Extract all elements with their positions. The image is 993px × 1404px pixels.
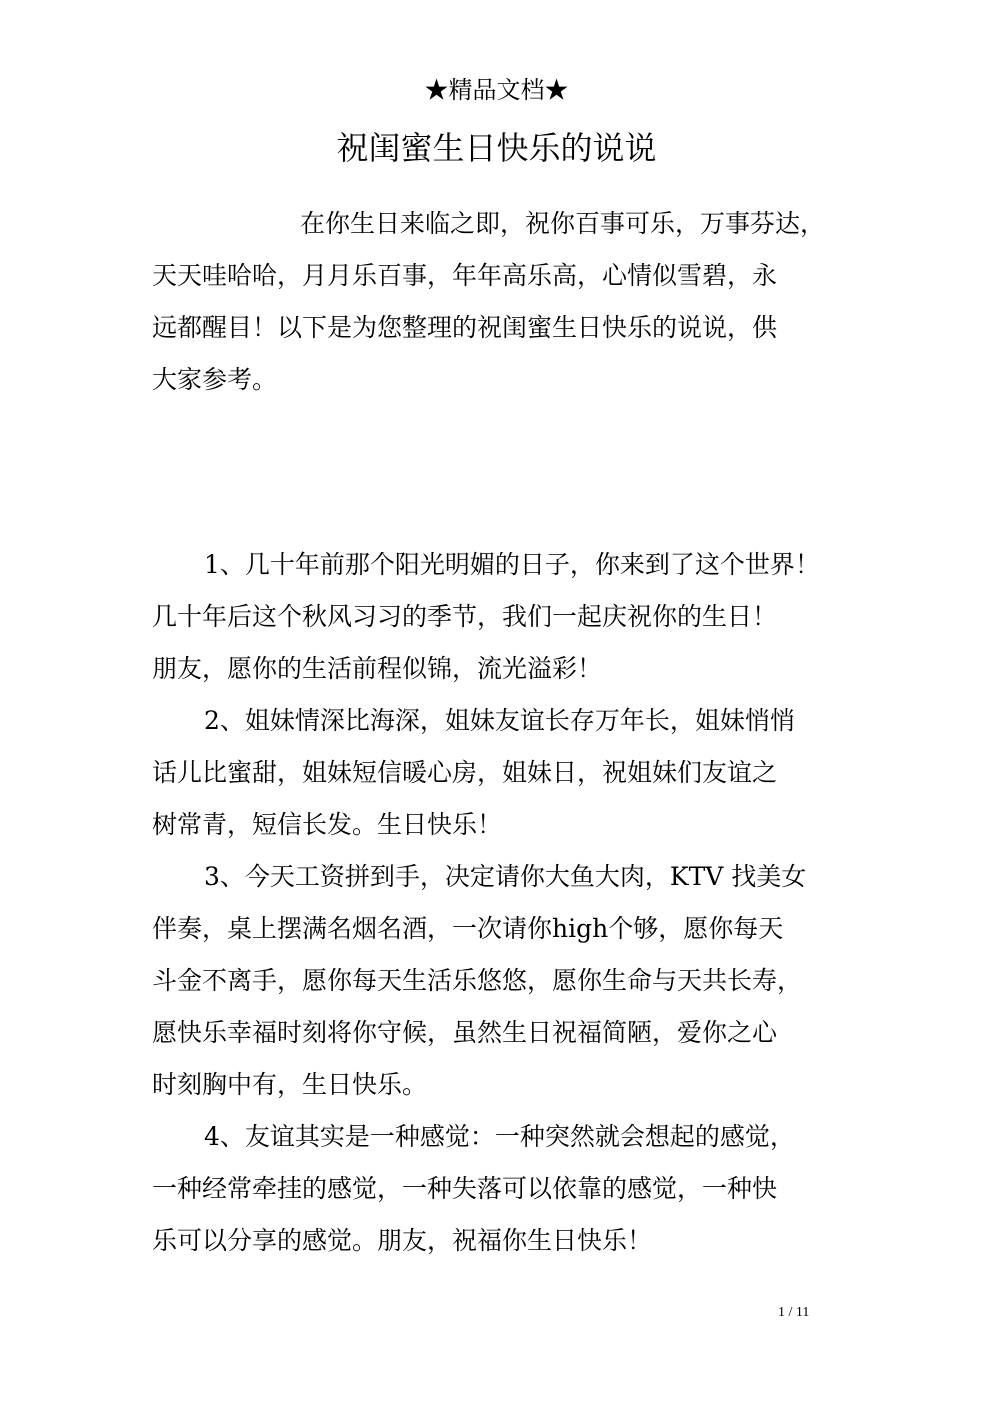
document-title: 祝闺蜜生日快乐的说说 xyxy=(336,129,657,167)
wish-paragraph xyxy=(152,1111,872,1267)
wish-line: 伴奏，桌上摆满名烟名酒，一次请你high个够，愿你每天 xyxy=(152,914,784,943)
intro-line: 在你生日来临之即，祝你百事可乐，万事芬达， xyxy=(300,209,826,238)
wish-line: 3、今天工资拼到手，决定请你大鱼大肉，KTV 找美女 xyxy=(204,862,807,891)
wish-paragraph xyxy=(152,851,872,1111)
wish-paragraph xyxy=(152,539,872,695)
wish-line: 4、友谊其实是一种感觉：一种突然就会想起的感觉， xyxy=(204,1122,795,1151)
wish-line: 乐可以分享的感觉。朋友，祝福你生日快乐！ xyxy=(152,1226,653,1255)
wish-line: 斗金不离手，愿你每天生活乐悠悠，愿你生命与天共长寿， xyxy=(152,966,803,995)
wish-line: 话儿比蜜甜，姐妹短信暖心房，姐妹日，祝姐妹们友谊之 xyxy=(152,758,778,787)
intro-paragraph xyxy=(152,198,872,406)
wish-line: 1、几十年前那个阳光明媚的日子，你来到了这个世界！ xyxy=(204,550,820,579)
document-header: ★精品文档★ xyxy=(424,76,569,104)
wish-line: 朋友，愿你的生活前程似锦，流光溢彩！ xyxy=(152,654,603,683)
wish-line: 愿快乐幸福时刻将你守候，虽然生日祝福简陋，爱你之心 xyxy=(152,1018,778,1047)
wish-paragraph xyxy=(152,695,872,851)
intro-line: 大家参考。 xyxy=(152,365,278,394)
wish-line: 时刻胸中有，生日快乐。 xyxy=(152,1070,428,1099)
intro-line: 天天哇哈哈，月月乐百事，年年高乐高，心情似雪碧，永 xyxy=(152,261,778,290)
page-number: 1 / 11 xyxy=(778,1305,810,1320)
wish-line: 树常青，短信长发。生日快乐！ xyxy=(152,810,503,839)
wishes-list xyxy=(152,539,872,1267)
intro-line: 远都醒目！以下是为您整理的祝闺蜜生日快乐的说说，供 xyxy=(152,313,778,342)
wish-line: 几十年后这个秋风习习的季节，我们一起庆祝你的生日！ xyxy=(152,602,778,631)
wish-line: 一种经常牵挂的感觉，一种失落可以依靠的感觉，一种快 xyxy=(152,1174,778,1203)
wish-line: 2、姐妹情深比海深，姐妹友谊长存万年长，姐妹悄悄 xyxy=(204,706,795,735)
